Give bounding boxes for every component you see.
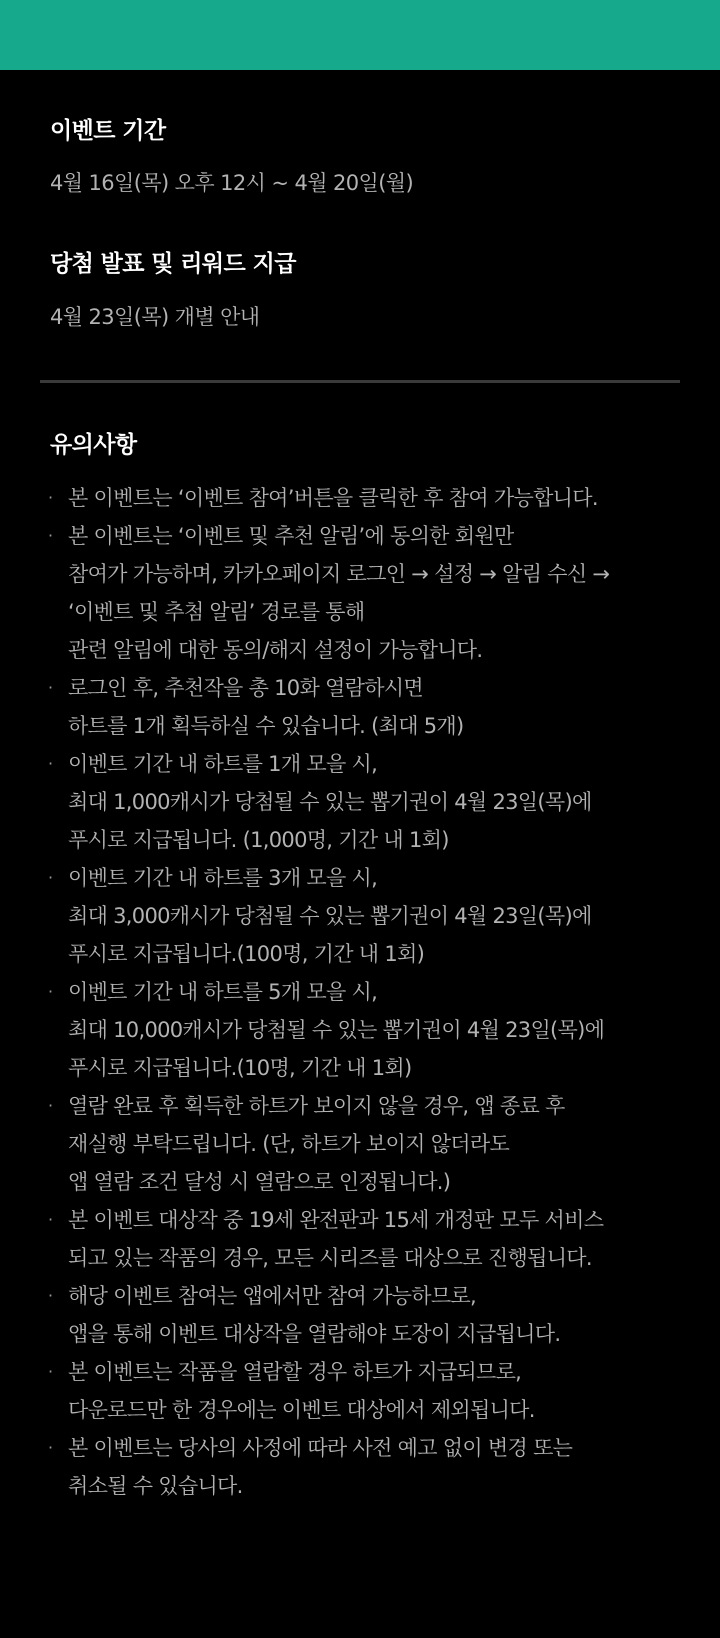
notice-text-line: 로그인 후, 추천작을 총 10화 열람하시면 xyxy=(68,676,423,700)
notice-text-line: 취소될 수 있습니다. xyxy=(68,1474,243,1498)
bullet-dot-icon: · xyxy=(48,526,54,545)
notice-item xyxy=(46,669,696,745)
notice-item xyxy=(46,1087,696,1201)
notice-text-line: ‘이벤트 및 추첨 알림’ 경로를 통해 xyxy=(68,600,365,624)
notice-text-line: 푸시로 지급됩니다.(100명, 기간 내 1회) xyxy=(68,942,425,966)
bullet-dot-icon: · xyxy=(48,1362,54,1381)
notice-text-line: 이벤트 기간 내 하트를 5개 모을 시, xyxy=(68,980,378,1004)
header-banner xyxy=(0,0,720,70)
notice-text-line: 해당 이벤트 참여는 앱에서만 참여 가능하므로, xyxy=(68,1284,476,1308)
notice-item xyxy=(46,1429,696,1505)
notice-item xyxy=(46,1201,696,1277)
bullet-dot-icon: · xyxy=(48,1286,54,1305)
bullet-dot-icon: · xyxy=(48,1210,54,1229)
notice-text-line: 관련 알림에 대한 동의/해지 설정이 가능합니다. xyxy=(68,638,483,662)
notice-text-line: 앱을 통해 이벤트 대상작을 열람해야 도장이 지급됩니다. xyxy=(68,1322,561,1346)
notice-list xyxy=(46,479,696,1505)
notice-text-line: 열람 완료 후 획득한 하트가 보이지 않을 경우, 앱 종료 후 xyxy=(68,1094,565,1118)
bullet-dot-icon: · xyxy=(48,754,54,773)
bullet-dot-icon: · xyxy=(48,488,54,507)
notice-text-line: 참여가 가능하며, 카카오페이지 로그인 → 설정 → 알림 수신 → xyxy=(68,562,610,586)
bullet-dot-icon: · xyxy=(48,1096,54,1115)
notice-text-line: 하트를 1개 획득하실 수 있습니다. (최대 5개) xyxy=(68,714,464,738)
event-period-title: 이벤트 기간 xyxy=(50,118,166,144)
notice-text-line: 이벤트 기간 내 하트를 3개 모을 시, xyxy=(68,866,378,890)
notice-text-line: 최대 3,000캐시가 당첨될 수 있는 뽑기권이 4월 23일(목)에 xyxy=(68,904,592,928)
event-period-value: 4월 16일(목) 오후 12시 ~ 4월 20일(월) xyxy=(50,171,414,195)
notice-text-line: 본 이벤트는 당사의 사정에 따라 사전 예고 없이 변경 또는 xyxy=(68,1436,573,1460)
announcement-title: 당첨 발표 및 리워드 지급 xyxy=(50,251,296,277)
notice-text-line: 앱 열람 조건 달성 시 열람으로 인정됩니다.) xyxy=(68,1170,451,1194)
notice-item xyxy=(46,479,696,517)
notice-text-line: 푸시로 지급됩니다.(10명, 기간 내 1회) xyxy=(68,1056,412,1080)
notice-text-line: 재실행 부탁드립니다. (단, 하트가 보이지 않더라도 xyxy=(68,1132,510,1156)
notice-text-line: 푸시로 지급됩니다. (1,000명, 기간 내 1회) xyxy=(68,828,449,852)
notice-item xyxy=(46,859,696,973)
notice-text-line: 되고 있는 작품의 경우, 모든 시리즈를 대상으로 진행됩니다. xyxy=(68,1246,592,1270)
notice-text-line: 본 이벤트는 ‘이벤트 참여’버튼을 클릭한 후 참여 가능합니다. xyxy=(68,486,598,510)
notice-item xyxy=(46,517,696,669)
notice-text-line: 다운로드만 한 경우에는 이벤트 대상에서 제외됩니다. xyxy=(68,1398,535,1422)
bullet-dot-icon: · xyxy=(48,1438,54,1457)
notice-text-line: 본 이벤트는 작품을 열람할 경우 하트가 지급되므로, xyxy=(68,1360,522,1384)
notice-text-line: 본 이벤트는 ‘이벤트 및 추천 알림’에 동의한 회원만 xyxy=(68,524,514,548)
notice-item xyxy=(46,745,696,859)
notice-text-line: 이벤트 기간 내 하트를 1개 모을 시, xyxy=(68,752,378,776)
bullet-dot-icon: · xyxy=(48,868,54,887)
notice-text-line: 본 이벤트 대상작 중 19세 완전판과 15세 개정판 모두 서비스 xyxy=(68,1208,604,1232)
bullet-dot-icon: · xyxy=(48,678,54,697)
notice-text-line: 최대 10,000캐시가 당첨될 수 있는 뽑기권이 4월 23일(목)에 xyxy=(68,1018,605,1042)
announcement-value: 4월 23일(목) 개별 안내 xyxy=(50,305,260,329)
notice-item xyxy=(46,1277,696,1353)
notice-item xyxy=(46,1353,696,1429)
notices-title: 유의사항 xyxy=(50,432,137,458)
section-divider xyxy=(40,380,680,383)
notice-item xyxy=(46,973,696,1087)
notice-text-line: 최대 1,000캐시가 당첨될 수 있는 뽑기권이 4월 23일(목)에 xyxy=(68,790,592,814)
bullet-dot-icon: · xyxy=(48,982,54,1001)
